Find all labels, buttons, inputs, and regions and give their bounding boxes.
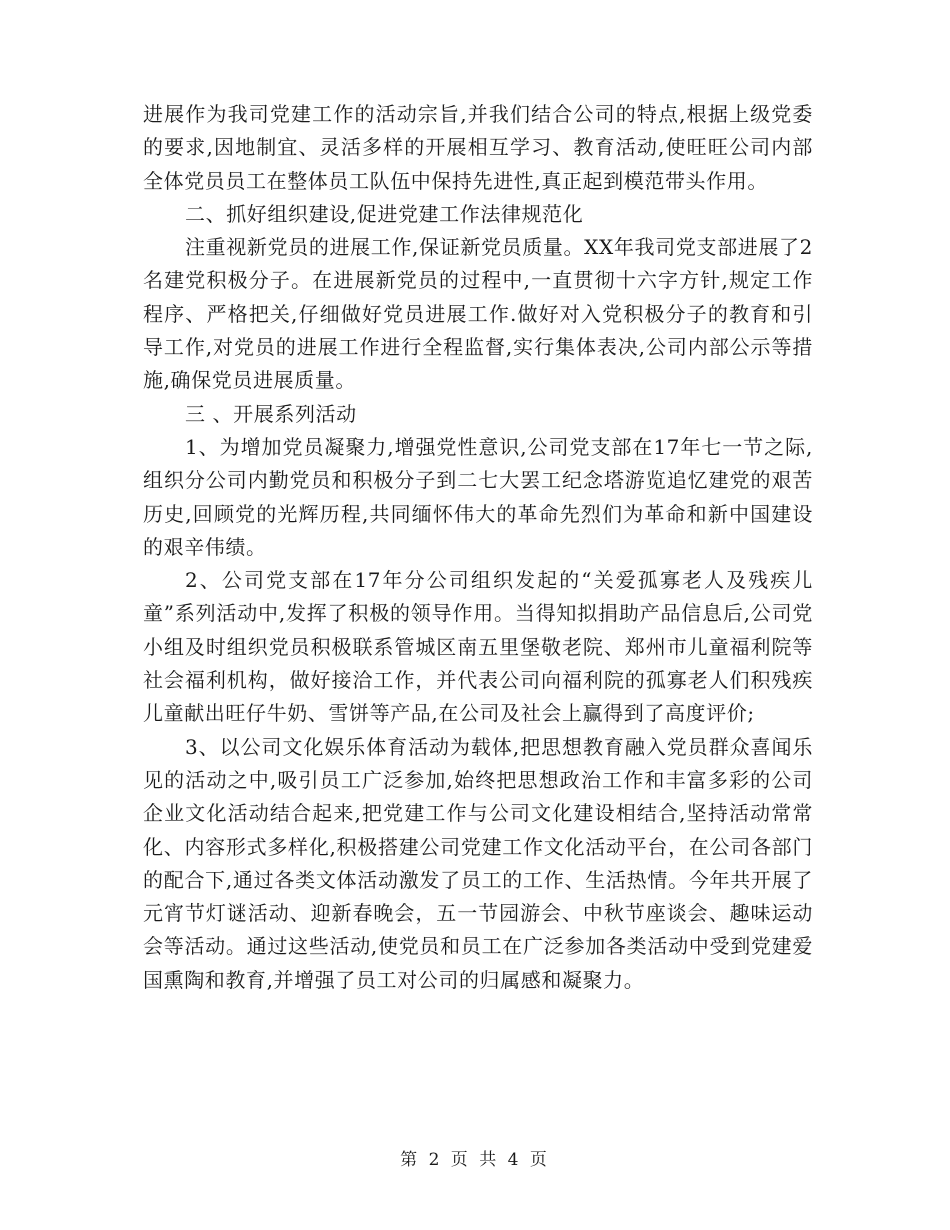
paragraph-activity-3: 3、以公司文化娱乐体育活动为载体,把思想教育融入党员群众喜闻乐见的活动之中,吸引员工广泛参加,始终把思想政治工作和丰富多彩的公司企业文化活动结合起来,把党建工作与公司文化建设相结合,坚持活动常常化、内容形式多样化,积极搭建公司党建工作文化活动平台，在公司各部门的配合下,通过各类文体活动激发了员工的工作、生活热情。今年共开展了元宵节灯谜活动、迎新春晚会，五一节园游会、中秋节座谈会、趣味运动会等活动。通过这些活动,使党员和员工在广泛参加各类活动中受到党建爱国熏陶和教育,并增强了员工对公司的归属感和凝聚力。: [143, 734, 813, 992]
paragraph-new-members: 注重视新党员的进展工作,保证新党员质量。XX年我司党支部进展了2名建党积极分子。在进展新党员的过程中,一直贯彻十六字方针,规定工作程序、严格把关,仔细做好党员进展工作.做好对入党积极分子的教育和引导工作,对党员的进展工作进行全程监督,实行集体表决,公司内部公示等措施,确保党员进展质量。: [143, 235, 813, 393]
paragraph-activity-1: 1、为增加党员凝聚力,增强党性意识,公司党支部在17年七一节之际,组织分公司内勤党员和积极分子到二七大罢工纪念塔游览追忆建党的艰苦历史,回顾党的光辉历程,共同缅怀伟大的革命先烈们为革命和新中国建设的艰辛伟绩。: [143, 434, 813, 559]
section-heading-organization: 二、抓好组织建设,促进党建工作法律规范化: [185, 201, 584, 226]
paragraph-activity-2: 2、公司党支部在17年分公司组织发起的“关爱孤寡老人及残疾儿童”系列活动中,发挥了积极的领导作用。当得知拟捐助产品信息后,公司党小组及时组织党员积极联系管城区南五里堡敬老院、郑州市儿童福利院等社会福利机构，做好接洽工作，并代表公司向福利院的孤寡老人们积残疾儿童献出旺仔牛奶、雪饼等产品,在公司及社会上赢得到了高度评价;: [143, 568, 813, 726]
document-body: [143, 98, 813, 997]
page-number-footer: 第 2 页 共 4 页: [400, 1150, 550, 1170]
paragraph-intro-continuation: 进展作为我司党建工作的活动宗旨,并我们结合公司的特点,根据上级党委的要求,因地制宜、灵活多样的开展相互学习、教育活动,使旺旺公司内部全体党员员工在整体员工队伍中保持先进性,真正起到模范带头作用。: [143, 102, 813, 193]
section-heading-activities: 三 、开展系列活动: [185, 401, 357, 426]
